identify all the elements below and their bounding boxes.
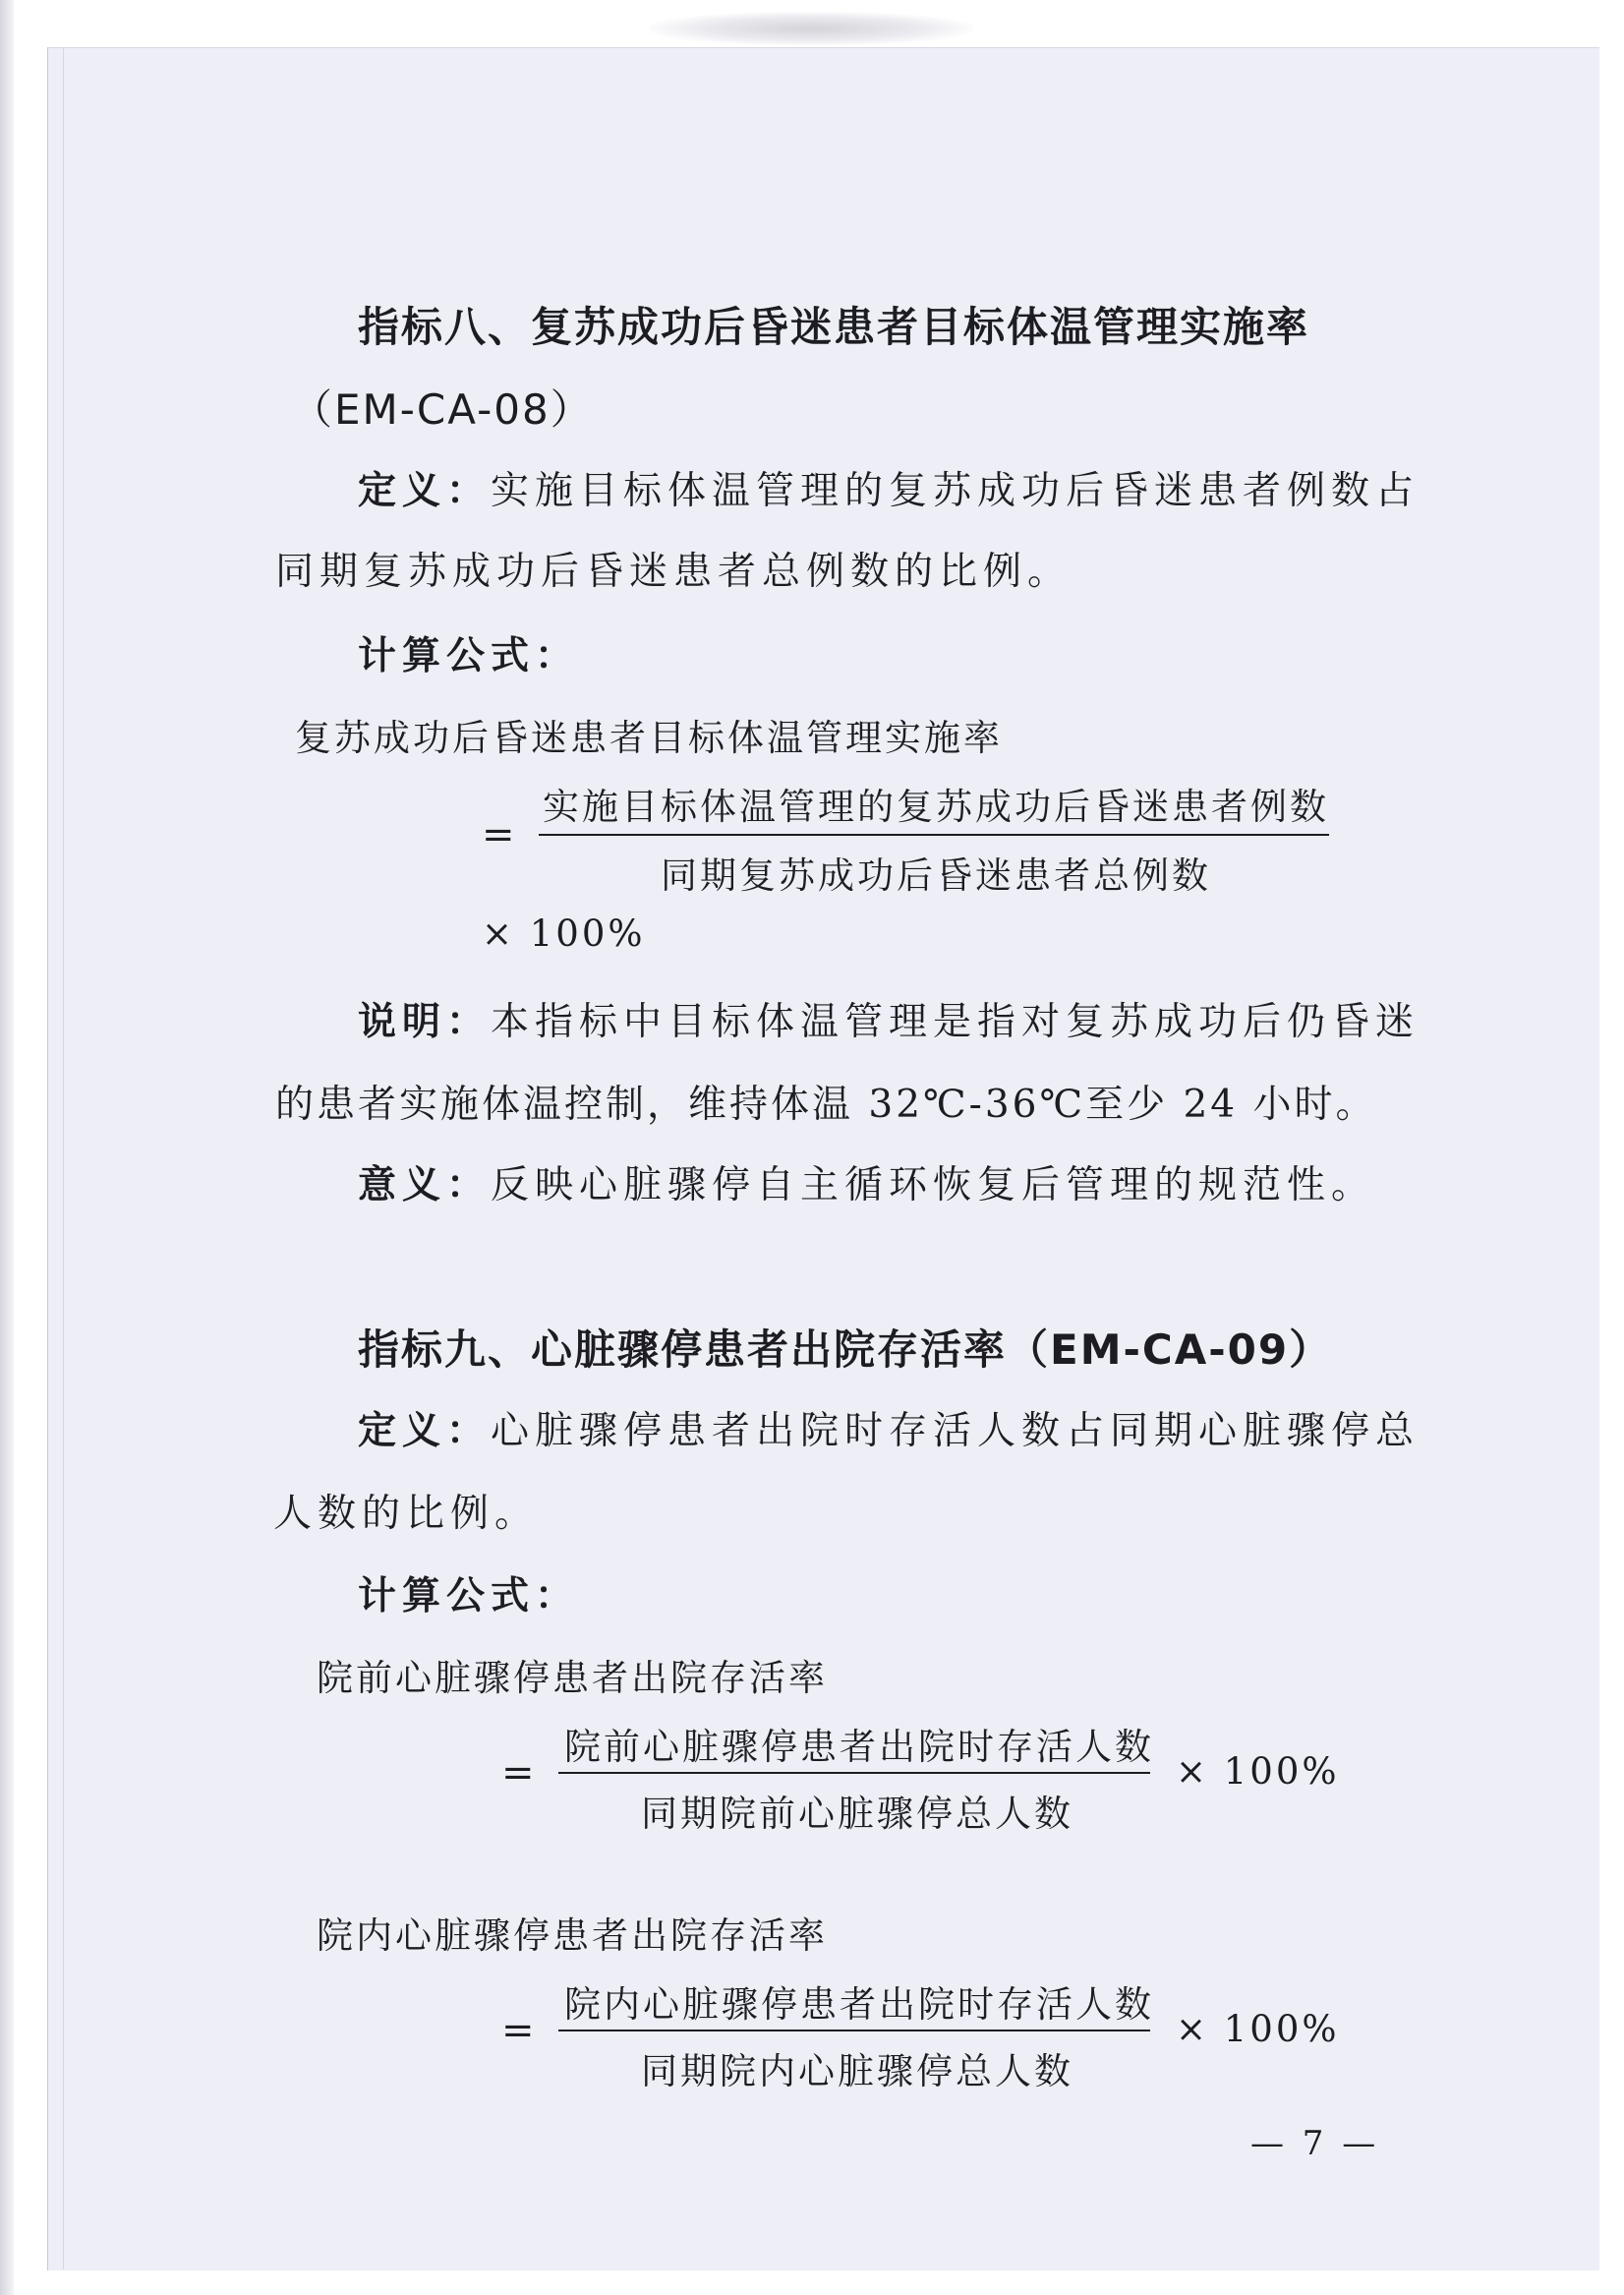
- significance-text: 反映心脏骤停自主循环恢复后管理的规范性。: [491, 1163, 1376, 1207]
- indicator9-title: 指标九、心脏骤停患者出院存活率（EM-CA-09）: [358, 1325, 1333, 1374]
- indicator8-fraction-bar: [539, 834, 1329, 836]
- page-border-line: [63, 47, 64, 2269]
- indicator9-formula-label: 计算公式：: [358, 1574, 580, 1618]
- scan-left-edge: [0, 0, 14, 2295]
- formula2-equals: =: [501, 2008, 535, 2053]
- definition-label: 定义：: [358, 469, 492, 513]
- indicator8-note: [358, 991, 1420, 1046]
- formula1-numerator: 院前心脏骤停患者出院时存活人数: [564, 1726, 1154, 1768]
- indicator8-title: 指标八、复苏成功后昏迷患者目标体温管理实施率: [358, 303, 1310, 351]
- formula1-fraction-bar: [558, 1772, 1150, 1774]
- scan-smudge: [649, 12, 973, 45]
- indicator8-equals: =: [482, 812, 515, 857]
- formula2-fraction-bar: [558, 2030, 1150, 2031]
- significance-label: 意义：: [358, 1163, 492, 1207]
- indicator8-definition: [358, 460, 1420, 515]
- formula2-numerator: 院内心脏骤停患者出院时存活人数: [564, 1983, 1154, 2026]
- indicator9-definition-cont: 人数的比例。: [273, 1492, 540, 1536]
- formula1-equals: =: [501, 1750, 535, 1795]
- note-text: 本指标中目标体温管理是指对复苏成功后仍昏迷: [491, 1000, 1421, 1044]
- indicator8-note-cont: 的患者实施体温控制，维持体温 32℃-36℃至少 24 小时。: [275, 1083, 1377, 1127]
- indicator8-formula-name: 复苏成功后昏迷患者目标体温管理实施率: [295, 717, 1003, 759]
- indicator8-denominator: 同期复苏成功后昏迷患者总例数: [661, 854, 1211, 897]
- formula2-denominator: 同期院内心脏骤停总人数: [641, 2050, 1073, 2092]
- indicator9-definition: [358, 1400, 1420, 1455]
- indicator8-numerator: 实施目标体温管理的复苏成功后昏迷患者例数: [543, 786, 1329, 828]
- page-number: — 7 —: [1250, 2124, 1380, 2163]
- formula1-multiplier: × 100%: [1176, 1750, 1340, 1793]
- indicator8-code: （EM-CA-08）: [291, 385, 594, 434]
- indicator8-definition-cont: 同期复苏成功后昏迷患者总例数的比例。: [275, 550, 1073, 594]
- formula1-denominator: 同期院前心脏骤停总人数: [641, 1793, 1073, 1835]
- definition-label: 定义：: [358, 1409, 492, 1453]
- indicator8-multiplier: × 100%: [482, 912, 646, 955]
- formula2-multiplier: × 100%: [1176, 2008, 1340, 2050]
- note-label: 说明：: [358, 1000, 492, 1044]
- definition-text: 实施目标体温管理的复苏成功后昏迷患者例数占: [491, 469, 1421, 513]
- definition-text: 心脏骤停患者出院时存活人数占同期心脏骤停总: [491, 1409, 1421, 1453]
- formula1-name: 院前心脏骤停患者出院存活率: [317, 1657, 828, 1699]
- indicator8-formula-label: 计算公式：: [358, 634, 580, 678]
- formula2-name: 院内心脏骤停患者出院存活率: [317, 1914, 828, 1957]
- indicator8-significance: [358, 1154, 1375, 1209]
